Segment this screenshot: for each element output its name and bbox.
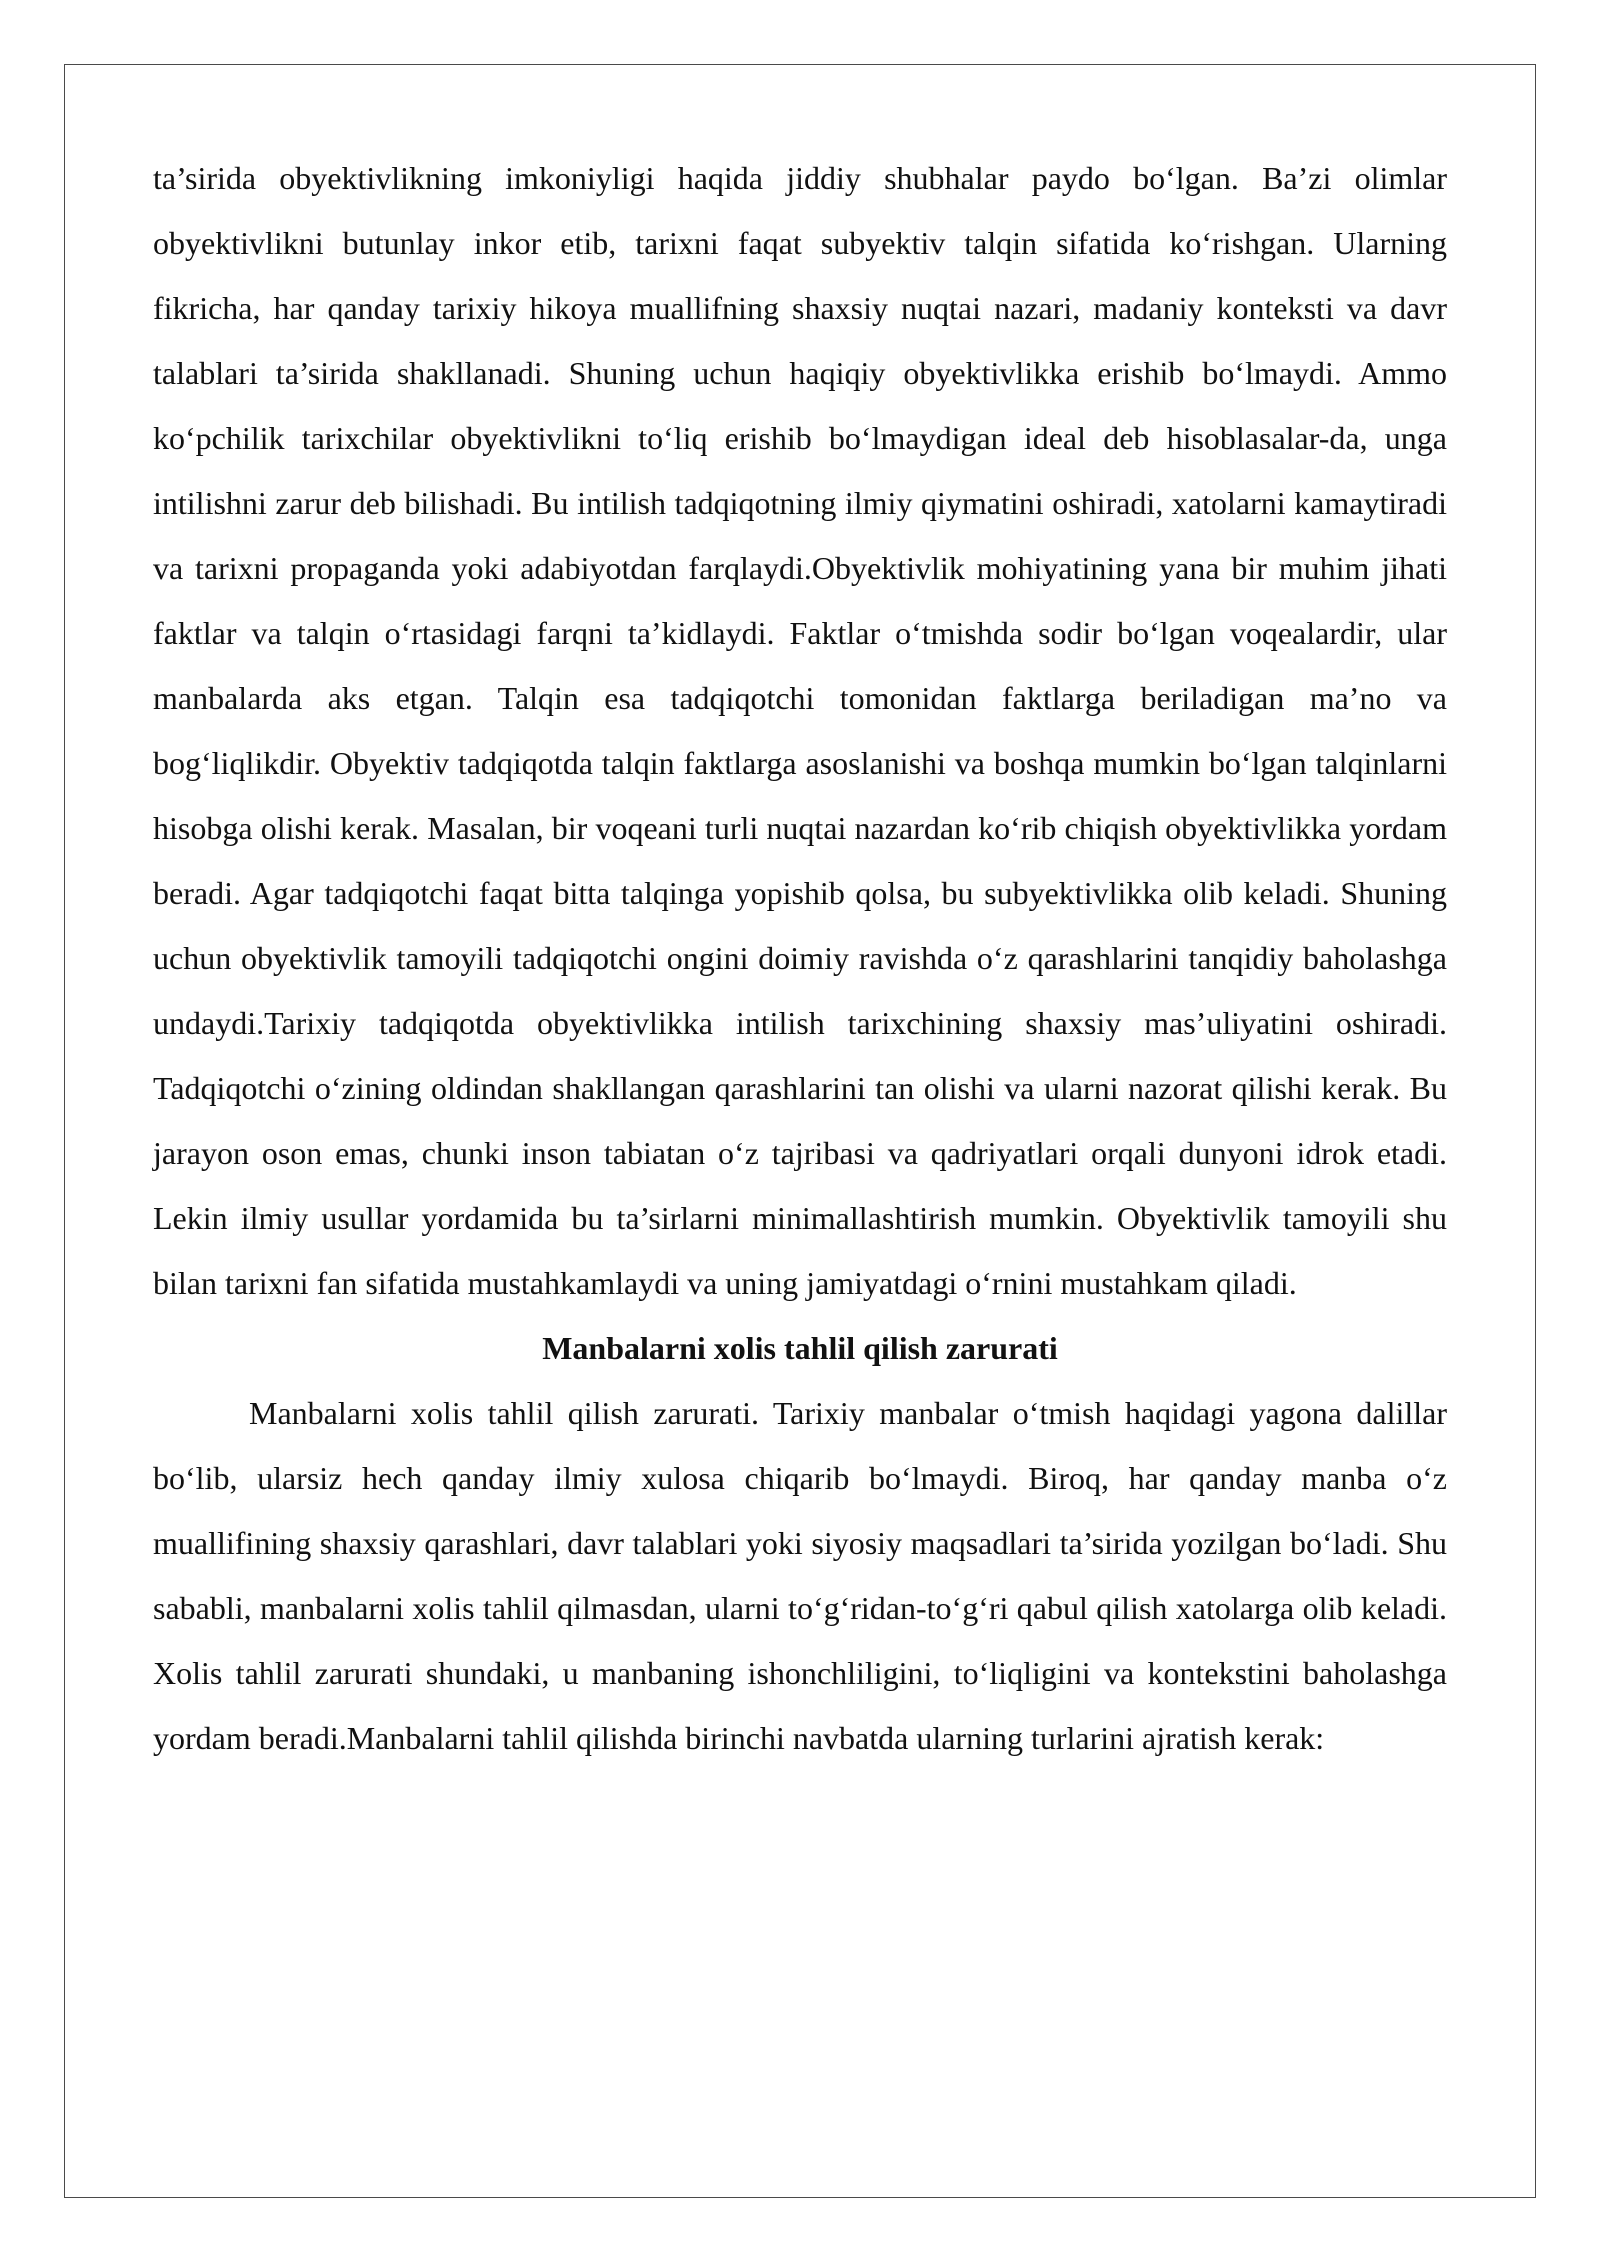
body-paragraph-2: Manbalarni xolis tahlil qilish zarurati. Tarixiy manbalar o‘tmish haqidagi yagona dalillar bo‘lib, ularsiz hech qanday ilmiy xulosa chiqarib bo‘lmaydi. Biroq, har qanday manba o‘z muallifining shaxsiy qarashlari, davr talablari yoki siyosiy maqsadlari ta’sirida yozilgan bo‘ladi. Shu sababli, manbalarni xolis tahlil qilmasdan, ularni to‘g‘ridan-to‘g‘ri qabul qilish xatolarga olib keladi. Xolis tahlil zarurati shundaki, u manbaning ishonchliligini, to‘liqligini va kontekstini baholashga yordam beradi.Manbalarni tahlil qilishda birinchi navbatda ularning turlarini ajratish kerak:	[153, 1395, 1447, 1756]
document-body	[153, 146, 1447, 1771]
body-paragraph-1: ta’sirida obyektivlikning imkoniyligi haqida jiddiy shubhalar paydo bo‘lgan. Ba’zi olimlar obyektivlikni butunlay inkor etib, tarixni faqat subyektiv talqin sifatida ko‘rishgan. Ularning fikricha, har qanday tarixiy hikoya muallifning shaxsiy nuqtai nazari, madaniy konteksti va davr talablari ta’sirida shakllanadi. Shuning uchun haqiqiy obyektivlikka erishib bo‘lmaydi. Ammo ko‘pchilik tarixchilar obyektivlikni to‘liq erishib bo‘lmaydigan ideal deb hisoblasalar-da, unga intilishni zarur deb bilishadi. Bu intilish tadqiqotning ilmiy qiymatini oshiradi, xatolarni kamaytiradi va tarixni propaganda yoki adabiyotdan farqlaydi.Obyektivlik mohiyatining yana bir muhim jihati faktlar va talqin o‘rtasidagi farqni ta’kidlaydi. Faktlar o‘tmishda sodir bo‘lgan voqealardir, ular manbalarda aks etgan. Talqin esa tadqiqotchi tomonidan faktlarga beriladigan ma’no va bog‘liqlikdir. Obyektiv tadqiqotda talqin faktlarga asoslanishi va boshqa mumkin bo‘lgan talqinlarni hisobga olishi kerak. Masalan, bir voqeani turli nuqtai nazardan ko‘rib chiqish obyektivlikka yordam beradi. Agar tadqiqotchi faqat bitta talqinga yopishib qolsa, bu subyektivlikka olib keladi. Shuning uchun obyektivlik tamoyili tadqiqotchi ongini doimiy ravishda o‘z qarashlarini tanqidiy baholashga undaydi.Tarixiy tadqiqotda obyektivlikka intilish tarixchining shaxsiy mas’uliyatini oshiradi. Tadqiqotchi o‘zining oldindan shakllangan qarashlarini tan olishi va ularni nazorat qilishi kerak. Bu jarayon oson emas, chunki inson tabiatan o‘z tajribasi va qadriyatlari orqali dunyoni idrok etadi. Lekin ilmiy usullar yordamida bu ta’sirlarni minimallashtirish mumkin. Obyektivlik tamoyili shu bilan tarixni fan sifatida mustahkamlaydi va uning jamiyatdagi o‘rnini mustahkam qiladi.	[153, 160, 1447, 1301]
section-heading: Manbalarni xolis tahlil qilish zarurati	[542, 1330, 1058, 1366]
